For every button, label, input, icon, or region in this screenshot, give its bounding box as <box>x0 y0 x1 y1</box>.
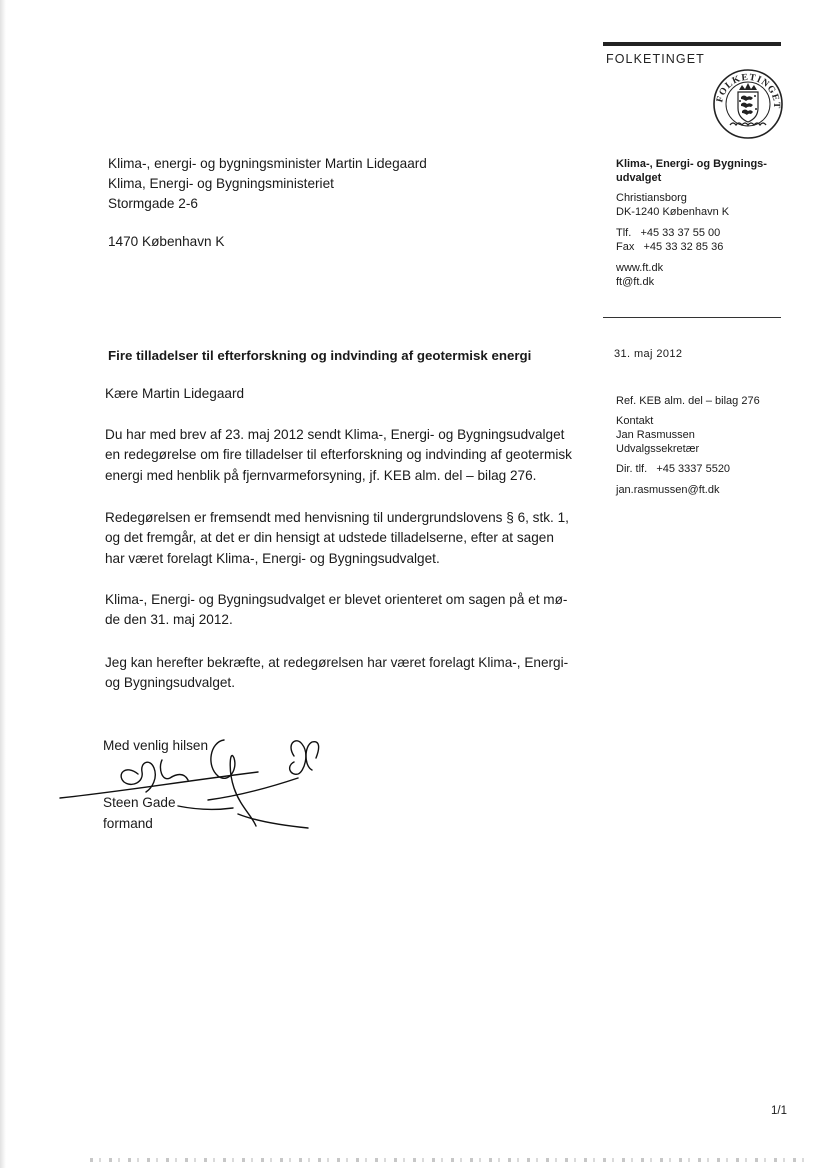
recipient-line: 1470 København K <box>108 234 225 249</box>
body-line: Jeg kan herefter bekræfte, at redegørelsen har været forelagt Klima-, Energi- <box>105 655 569 670</box>
header-top-rule <box>603 42 781 46</box>
handwritten-signature <box>58 730 328 830</box>
sender-email-link[interactable]: ft@ft.dk <box>616 276 655 288</box>
signer-name: Steen Gade <box>103 795 176 810</box>
body-line: Redegørelsen er fremsendt med henvisning til undergrundslovens § 6, stk. 1, <box>105 510 569 525</box>
body-paragraph <box>105 590 585 631</box>
body-paragraph <box>105 425 585 486</box>
body-line: har været forelagt Klima-, Energi- og Bygningsudvalget. <box>105 550 440 566</box>
contact-label: Kontakt <box>616 415 654 427</box>
body-line: de den 31. maj 2012. <box>105 612 233 628</box>
body-line: energi med henblik på fjernvarmeforsyning, jf. KEB alm. del – bilag 276. <box>105 467 537 483</box>
committee-name <box>616 157 796 185</box>
folketinget-seal-logo <box>712 68 784 140</box>
reference: Ref. KEB alm. del – bilag 276 <box>616 395 760 407</box>
letter-date: 31. maj 2012 <box>614 348 683 360</box>
sender-phone: Tlf. +45 33 37 55 00 <box>616 227 721 239</box>
scan-noise <box>90 1158 810 1162</box>
contact-title: Udvalgssekretær <box>616 443 700 455</box>
body-line: Du har med brev af 23. maj 2012 sendt Klima-, Energi- og Bygningsudvalget <box>105 427 565 442</box>
recipient-line: Klima, Energi- og Bygningsministeriet <box>108 176 334 191</box>
signer-title: formand <box>103 816 153 831</box>
sidebar-divider <box>603 317 781 318</box>
contact-direct-phone: Dir. tlf. +45 3337 5520 <box>616 463 731 475</box>
body-line: en redegørelse om fire tilladelser til efterforskning og indvinding af geotermisk <box>105 447 572 463</box>
org-name: FOLKETINGET <box>606 52 705 66</box>
sender-website-link[interactable]: www.ft.dk <box>616 262 664 274</box>
letter-subject: Fire tilladelser til efterforskning og indvinding af geotermisk energi <box>108 348 532 363</box>
body-line: Klima-, Energi- og Bygningsudvalget er blevet orienteret om sagen på et mø- <box>105 592 568 607</box>
body-paragraph <box>105 508 585 569</box>
scan-edge <box>0 0 6 1168</box>
sender-fax: Fax +45 33 32 85 36 <box>616 241 724 253</box>
body-line: og det fremgår, at det er din hensigt at udstede tilladelserne, efter at sagen <box>105 530 554 546</box>
recipient-line: Klima-, energi- og bygningsminister Martin Lidegaard <box>108 156 427 171</box>
closing: Med venlig hilsen <box>103 738 209 753</box>
committee-name-line: Klima-, Energi- og Bygnings- <box>616 158 767 170</box>
recipient-line: Stormgade 2-6 <box>108 196 198 211</box>
body-paragraph <box>105 653 585 694</box>
body-line: og Bygningsudvalget. <box>105 675 235 691</box>
contact-name: Jan Rasmussen <box>616 429 695 441</box>
committee-name-line: udvalget <box>616 172 662 184</box>
salutation: Kære Martin Lidegaard <box>105 386 245 401</box>
contact-email-link[interactable]: jan.rasmussen@ft.dk <box>616 484 720 496</box>
sender-address-line: DK-1240 København K <box>616 206 730 218</box>
page-number: 1/1 <box>771 1105 787 1117</box>
sender-address-line: Christiansborg <box>616 192 687 204</box>
svg-text:FOLKETINGET: FOLKETINGET <box>715 72 782 110</box>
